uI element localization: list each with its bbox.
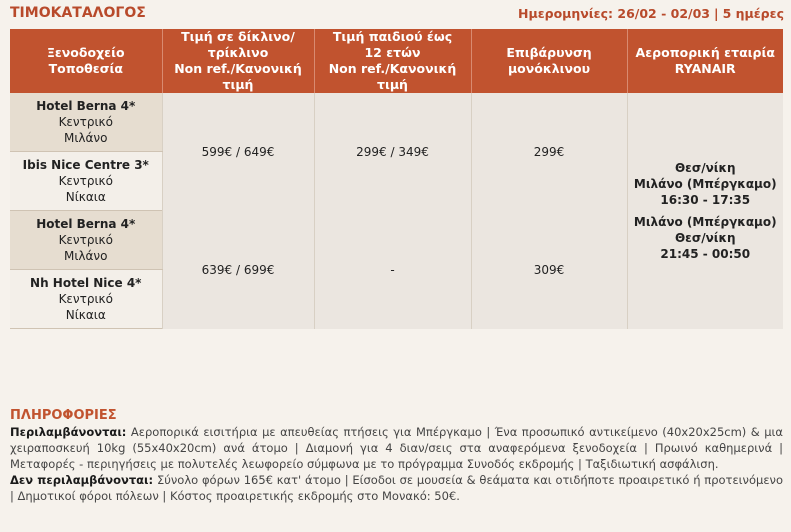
double-price-cell: 599€ / 649€ [162,93,314,211]
duration-text: 5 ημέρες [722,6,784,21]
col-double-price-header: Τιμή σε δίκλινο/ τρίκλινο Non ref./Κανονική τιμή [162,29,314,93]
included-label: Περιλαμβάνονται: [10,425,127,439]
flight-info-cell [627,93,783,329]
trip-dates: Ημερομηνίες: 26/02 - 02/03 | 5 ημέρες [518,6,784,21]
excluded-label: Δεν περιλαμβάνονται: [10,473,154,487]
hotel-area: Κεντρικό [58,115,113,129]
outbound-flight: Θεσ/νίκη Μιλάνο (Μπέργκαμο) 16:30 - 17:35 [633,160,777,207]
hotel-city: Νίκαια [65,190,106,204]
double-price-cell: 639€ / 699€ [162,211,314,329]
hotel-name: Ibis Nice Centre 3* [22,158,149,172]
excluded-paragraph [10,472,783,504]
single-supplement-cell: 309€ [471,211,627,329]
hotel-city: Μιλάνο [64,249,108,263]
col-single-supplement-header: Επιβάρυνση μονόκλινου [471,29,627,93]
hotel-area: Κεντρικό [58,174,113,188]
included-paragraph [10,424,783,472]
page-title: ΤΙΜΟΚΑΤΑΛΟΓΟΣ [10,5,146,21]
hotel-cell [10,211,162,270]
col-airline-header: Αεροπορική εταιρία RYANAIR [627,29,783,93]
header-bar [10,5,784,25]
excluded-text: Σύνολο φόρων 165€ κατ' άτομο | Είσοδοι σε μουσεία & θεάματα και οτιδήποτε προαιρετικό ή προτεινόμενο | Δημοτικοί φόροι πόλεων | Κόστος προαιρετικής εκδρομής στο Μονακό: 50€. [10,473,784,503]
hotel-area: Κεντρικό [58,233,113,247]
hotel-cell [10,93,162,152]
info-title: ΠΛΗΡΟΦΟΡΙΕΣ [10,408,117,423]
hotel-cell [10,152,162,211]
return-flight: Μιλάνο (Μπέργκαμο) Θεσ/νίκη 21:45 - 00:50 [633,214,777,261]
col-child-price-header: Τιμή παιδιού έως 12 ετών Non ref./Κανονική τιμή [314,29,471,93]
table-row [10,93,783,152]
hotel-name: Hotel Berna 4* [36,217,136,231]
hotel-city: Νίκαια [65,308,106,322]
table-header-row [10,29,783,93]
included-text: Αεροπορικά εισιτήρια με απευθείας πτήσεις για Μπέργκαμο | Ένα προσωπικό αντικείμενο (40x20x25cm) & μια χειραποσκευή 10kg (55x40x20cm) ανά άτομο | Διαμονή για 4 διαν/σεις στα αναφερόμενα ξενοδοχεία | Πρωινό καθημερινά | Μεταφορές - περιηγήσεις με πολυτελές λεωφορείο σύμφωνα με το πρόγραμμα Συνοδός εκδρομής | Ταξιδιωτική ασφάλιση. [10,425,784,471]
price-table [10,29,783,329]
hotel-cell [10,270,162,329]
hotel-city: Μιλάνο [64,131,108,145]
single-supplement-cell: 299€ [471,93,627,211]
hotel-name: Hotel Berna 4* [36,99,136,113]
hotel-area: Κεντρικό [58,292,113,306]
hotel-name: Nh Hotel Nice 4* [30,276,142,290]
child-price-cell: 299€ / 349€ [314,93,471,211]
child-price-cell: - [314,211,471,329]
dates-text: Ημερομηνίες: 26/02 - 02/03 [518,6,710,21]
info-section [10,408,783,504]
col-hotel-header: Ξενοδοχείο Τοποθεσία [10,29,162,93]
